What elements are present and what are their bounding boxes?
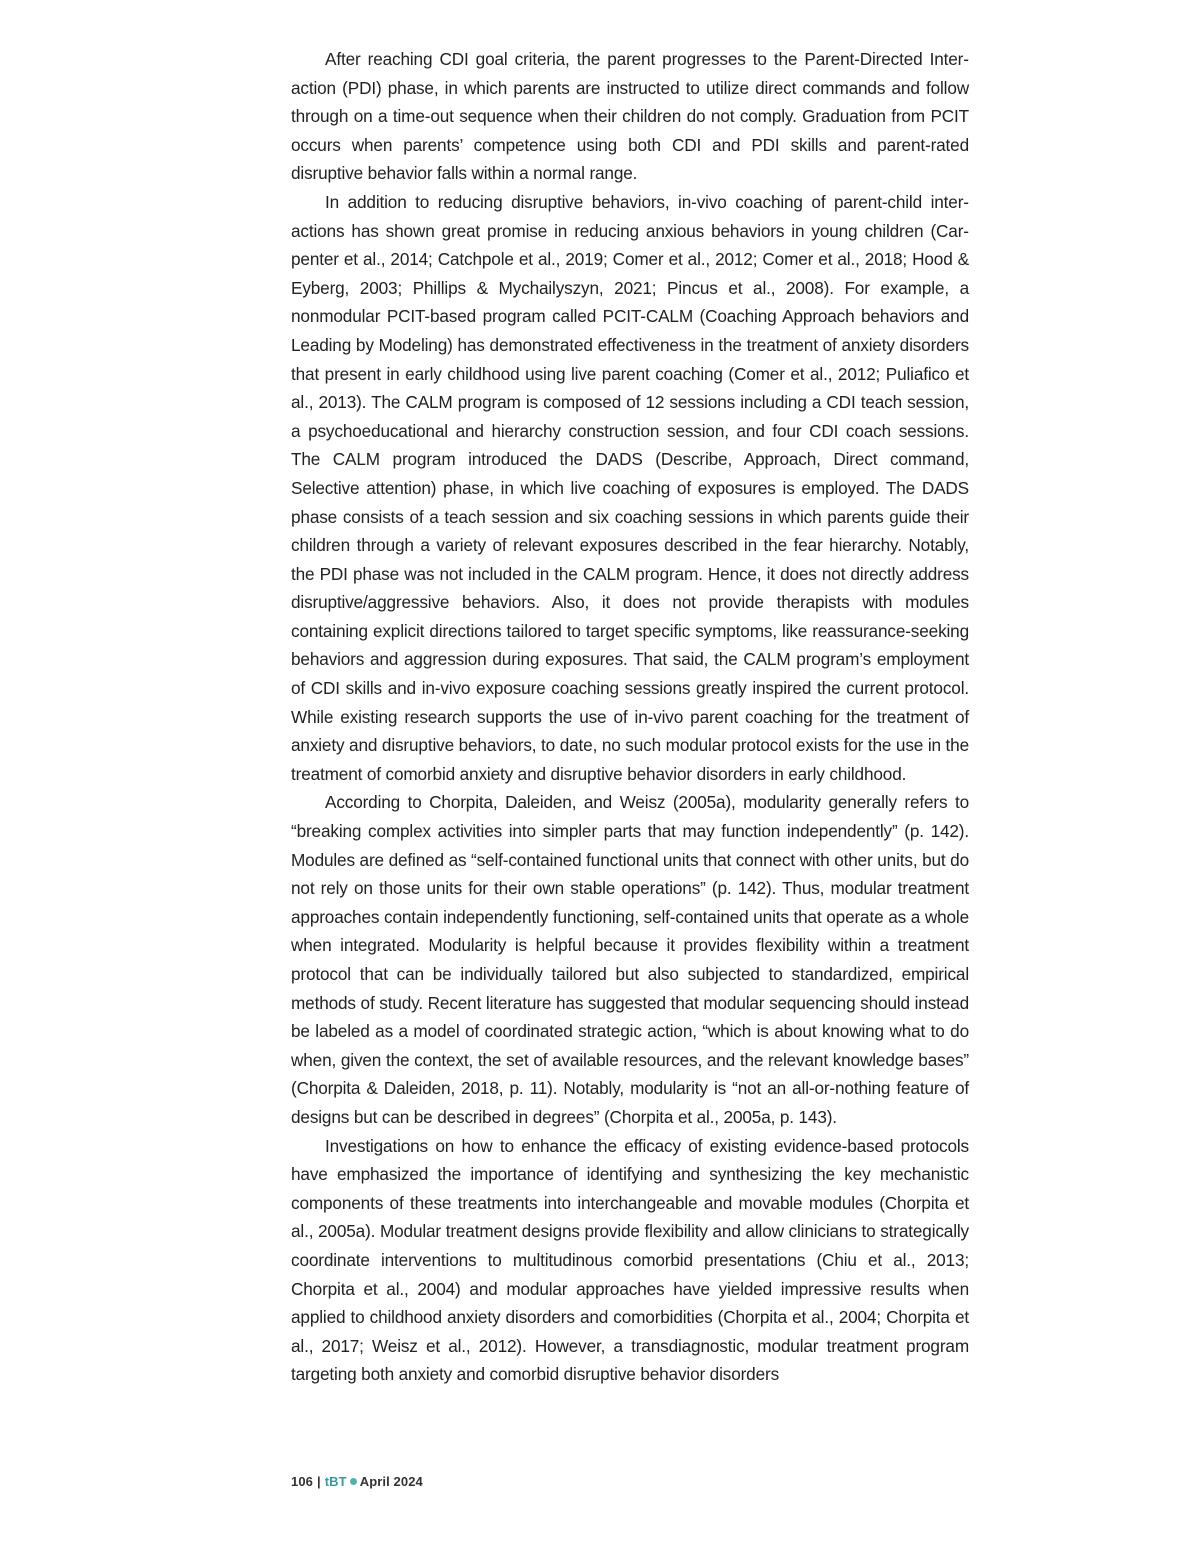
paragraph-1: After reaching CDI goal criteria, the parent progresses to the Parent-Directed Interaction (PDI) phase, in which parents are instructed to utilize direct commands and follow through on a time-out sequence when their children do not comply. Graduation from PCIT occurs when parents’ competence using both CDI and PDI skills and parent-rated disruptive behavior falls within a normal range. <box>291 49 969 184</box>
paragraph-4: Investigations on how to enhance the efficacy of existing evidence-based protocols have emphasized the importance of identifying and synthesizing the key mechanistic components of these treatments into interchangeable and movable modules (Chorpita et al., 2005a). Modular treatment designs provide flexibility and allow clinicians to strategically coordinate interventions to multitudinous comorbid presentations (Chiu et al., 2013; Chorpita et al., 2004) and modular approaches have yielded impressive results when applied to childhood anxiety disorders and comorbidities (Chorpita et al., 2004; Chorpita et al., 2017; Weisz et al., 2012). However, a transdiagnostic, modular treatment program targeting both anxiety and comorbid disruptive behavior disorders <box>291 1135 969 1385</box>
page-footer <box>291 1474 423 1489</box>
bullet-dot-icon <box>350 1478 357 1485</box>
footer-separator: | <box>317 1474 321 1489</box>
paragraph-2: In addition to reducing disruptive behaviors, in-vivo coaching of parent-child interactions has shown great promise in reducing anxious behaviors in young children (Carpenter et al., 2014; Catchpole et al., 2019; Comer et al., 2012; Comer et al., 2018; Hood & Eyberg, 2003; Phillips & Mychailyszyn, 2021; Pincus et al., 2008). For example, a nonmodular PCIT-based program called PCIT-CALM (Coaching Approach behaviors and Leading by Modeling) has demonstrated effectiveness in the treatment of anxiety disorders that present in early childhood using live parent coaching (Comer et al., 2012; Puliafico et al., 2013). The CALM program is composed of 12 sessions including a CDI teach session, a psychoeducational and hierarchy construction session, and four CDI coach sessions. The CALM program introduced the DADS (Describe, Approach, Direct command, Selective attention) phase, in which live coaching of exposures is employed. The DADS phase consists of a teach session and six coaching sessions in which parents guide their children through a variety of relevant exposures described in the fear hierarchy. Notably, the PDI phase was not included in the CALM program. Hence, it does not directly address disruptive/aggressive behaviors. Also, it does not provide therapists with modules containing explicit directions tailored to target specific symptoms, like reassurance-seeking behaviors and aggression during exposures. That said, the CALM program’s employment of CDI skills and in-vivo exposure coaching sessions greatly inspired the current protocol. While existing research supports the use of in-vivo parent coaching for the treatment of anxiety and disruptive behaviors, to date, no such modular protocol exists for the use in the treatment of comorbid anxiety and disruptive behavior disorders in early childhood. <box>291 191 969 784</box>
article-body <box>291 45 969 1389</box>
journal-name: tBT <box>324 1474 347 1489</box>
page-number: 106 <box>291 1474 313 1489</box>
issue-date: April 2024 <box>359 1474 423 1489</box>
paragraph-3: According to Chorpita, Daleiden, and Weisz (2005a), modularity generally refers to “breaking complex activities into simpler parts that may function independently” (p. 142). Modules are defined as “self-contained functional units that connect with other units, but do not rely on those units for their own stable operations” (p. 142). Thus, modular treatment approaches contain independently functioning, self-contained units that operate as a whole when integrated. Modularity is helpful because it provides flexibility within a treatment protocol that can be individually tailored but also subjected to standardized, empirical methods of study. Recent literature has suggested that modular sequencing should instead be labeled as a model of coordinated strategic action, “which is about knowing what to do when, given the context, the set of available resources, and the relevant knowledge bases” (Chorpita & Daleiden, 2018, p. 11). Notably, modularity is “not an all-or-nothing feature of designs but can be described in degrees” (Chorpita et al., 2005a, p. 143). <box>291 792 969 1127</box>
